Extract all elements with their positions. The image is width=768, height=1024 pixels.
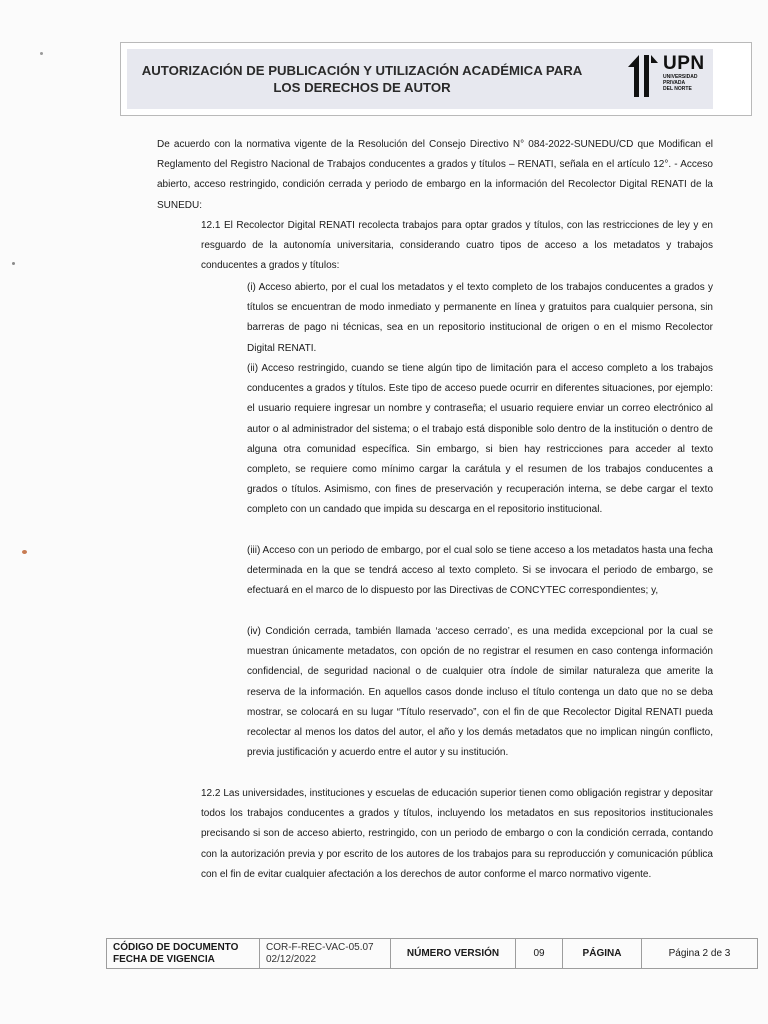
upn-logo-icon (625, 51, 661, 101)
logo-sub-2: PRIVADA (663, 79, 686, 86)
document-footer (106, 938, 758, 969)
item-i-open-access: (i) Acceso abierto, por el cual los metadatos y el texto completo de los trabajos conducentes a grados y títulos se encuentran de modo inmediato y permanente en línea y gratuitos para cualquier persona, sin barreras de pago ni técnicas, sea en un repositorio institucional de origen o en el mismo Recolector Digital RENATI. (247, 282, 713, 354)
code-label: CÓDIGO DE DOCUMENTO (113, 941, 239, 953)
item-iv-closed: (iv) Condición cerrada, también llamada ‘acceso cerrado’, es una medida excepcional por la cual se muestran únicamente metadatos, con opción de no registrar el resumen en caso contenga información confidencial, de seguridad nacional o de cualquier otra índole de similar naturaleza que amerite la reserva de la información. En aquellos casos donde incluso el título contenga un dato que no se deba mostrar, se colocará en su lugar “Título reservado”, con el fin de que Recolector Digital RENATI pueda recolectar al menos los datos del autor, el año y los demás metadatos que no implican ningún conflicto, previa justificación y acuerdo entre el autor y su institución. (247, 626, 713, 759)
logo-text: UPN (663, 53, 705, 74)
document-title (127, 62, 597, 96)
scan-speck (40, 52, 43, 55)
date-value: 02/12/2022 (266, 953, 317, 965)
version-label: NÚMERO VERSIÓN (391, 939, 516, 969)
version-value: 09 (516, 939, 563, 969)
article-12-1: 12.1 El Recolector Digital RENATI recolecta trabajos para optar grados y títulos, con las restricciones de ley y en resguardo de la autonomía universitaria, considerando cuatro tipos de acceso a los metadatos y trabajos conducentes a grados y títulos: (201, 220, 713, 272)
logo-sub-3: DEL NORTE (663, 85, 692, 92)
scan-speck (22, 550, 27, 554)
upn-logo (625, 51, 715, 101)
intro-paragraph: De acuerdo con la normativa vigente de la Resolución del Consejo Directivo N° 084-2022-SUNEDU/CD que Modifican el Reglamento del Registro Nacional de Trabajos conducentes a grados y títulos – RENATI, señala en el artículo 12°. - Acceso abierto, acceso restringido, condición cerrada y periodo de embargo en la información del Recolector Digital RENATI de la SUNEDU: (157, 139, 713, 211)
code-value: COR-F-REC-VAC-05.07 (266, 941, 374, 953)
page-label: PÁGINA (563, 939, 642, 969)
item-ii-restricted-access: (ii) Acceso restringido, cuando se tiene algún tipo de limitación para el acceso completo a los trabajos conducentes a grados y títulos. Este tipo de acceso puede ocurrir en diferentes situaciones, por ejemplo: el usuario requiere ingresar un nombre y contraseña; el usuario requiere enviar un correo electrónico al autor o al administrador del sistema; o el trabajo está disponible solo dentro de la institución o dentro de alguna otra comunidad específica. Sin embargo, si bien hay restricciones para acceder al texto completo, se requiere como mínimo cargar la carátula y el resumen de los trabajos conducentes a grados o títulos. Asimismo, con fines de preservación y recuperación interna, se debe cargar el texto completo con un candado que impida su descarga en el repositorio institucional. (247, 363, 713, 516)
document-header (120, 42, 752, 116)
article-12-2: 12.2 Las universidades, instituciones y escuelas de educación superior tienen como obligación registrar y depositar todos los trabajos conducentes a grados y títulos, incluyendo los metadatos en sus repositorios institucionales precisando si son de acceso abierto, restringido, con un periodo de embargo o con la condición cerrada, contando con la autorización previa y por escrito de los autores de los trabajos para su reproducción y comunicación pública con el fin de evitar cualquier afectación a los derechos de autor conforme el marco normativo vigente. (201, 788, 713, 880)
footer-values (260, 939, 391, 969)
date-label: FECHA DE VIGENCIA (113, 953, 215, 965)
page-value: Página 2 de 3 (642, 939, 758, 969)
title-line-1: AUTORIZACIÓN DE PUBLICACIÓN Y UTILIZACIÓN ACADÉMICA PARA (141, 63, 583, 78)
title-line-2: LOS DERECHOS DE AUTOR (273, 80, 451, 95)
item-iii-embargo: (iii) Acceso con un periodo de embargo, por el cual solo se tiene acceso a los metadatos hasta una fecha determinada en la que se tendrá acceso al texto completo. Si se invocara el periodo de embargo, se efectuará en el marco de lo dispuesto por las Directivas de CONCYTEC correspondientes; y, (247, 545, 713, 597)
scan-speck (12, 262, 15, 265)
logo-sub-1: UNIVERSIDAD (663, 74, 698, 80)
logo-subtitle (663, 75, 697, 92)
footer-labels (107, 939, 260, 969)
